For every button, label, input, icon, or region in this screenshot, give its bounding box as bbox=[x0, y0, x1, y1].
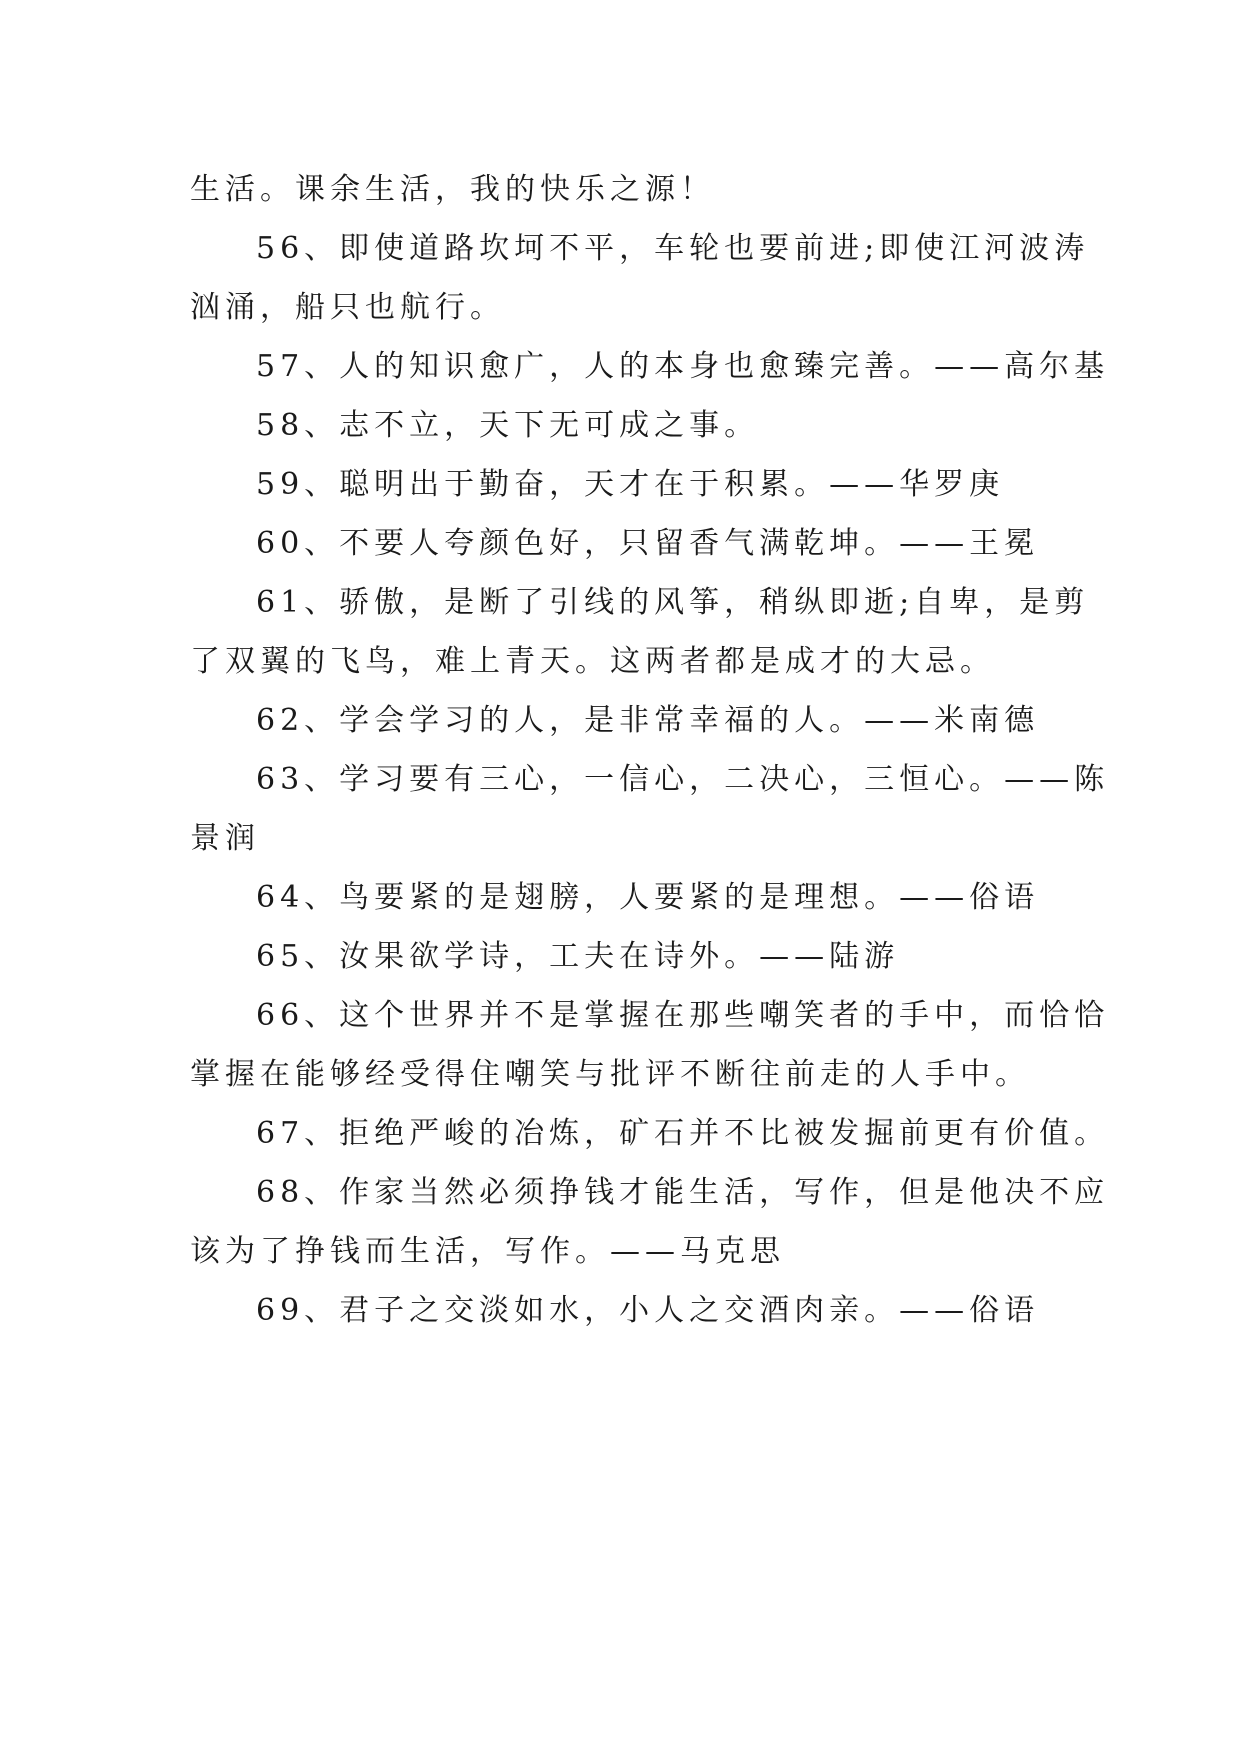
text-line: 59、聪明出于勤奋，天才在于积累。——华罗庚 bbox=[256, 467, 1005, 502]
text-line: 汹涌，船只也航行。 bbox=[190, 290, 505, 325]
text-line: 69、君子之交淡如水，小人之交酒肉亲。——俗语 bbox=[256, 1293, 1040, 1328]
text-line: 60、不要人夸颜色好，只留香气满乾坤。——王冕 bbox=[256, 526, 1040, 561]
text-line: 58、志不立，天下无可成之事。 bbox=[256, 408, 760, 443]
quote-68 bbox=[190, 1163, 1110, 1281]
text-line: 了双翼的飞鸟，难上青天。这两者都是成才的大忌。 bbox=[190, 644, 995, 679]
text-line: 63、学习要有三心，一信心，二决心，三恒心。——陈 bbox=[256, 762, 1110, 797]
quote-64 bbox=[190, 868, 1070, 927]
text-line: 62、学会学习的人，是非常幸福的人。——米南德 bbox=[256, 703, 1040, 738]
quote-56 bbox=[190, 219, 1090, 337]
text-line: 61、骄傲，是断了引线的风筝，稍纵即逝;自卑，是剪 bbox=[256, 585, 1090, 620]
quote-69 bbox=[190, 1281, 1070, 1340]
quote-58 bbox=[190, 396, 1070, 455]
text-line: 68、作家当然必须挣钱才能生活，写作，但是他决不应 bbox=[256, 1175, 1110, 1210]
quote-65 bbox=[190, 927, 1070, 986]
quote-66 bbox=[190, 986, 1110, 1104]
text-line: 67、拒绝严峻的冶炼，矿石并不比被发掘前更有价值。 bbox=[256, 1116, 1110, 1151]
text-line: 64、鸟要紧的是翅膀，人要紧的是理想。——俗语 bbox=[256, 880, 1040, 915]
text-line: 生活。课余生活，我的快乐之源！ bbox=[190, 172, 715, 207]
paragraph-continuation bbox=[190, 160, 1070, 219]
quote-62 bbox=[190, 691, 1070, 750]
quote-60 bbox=[190, 514, 1070, 573]
quote-57 bbox=[190, 337, 1110, 396]
text-line: 57、人的知识愈广，人的本身也愈臻完善。——高尔基 bbox=[256, 349, 1110, 384]
quote-59 bbox=[190, 455, 1070, 514]
text-line: 掌握在能够经受得住嘲笑与批评不断往前走的人手中。 bbox=[190, 1057, 1030, 1092]
quote-67 bbox=[190, 1104, 1110, 1163]
quote-63 bbox=[190, 750, 1110, 868]
text-line: 该为了挣钱而生活，写作。——马克思 bbox=[190, 1234, 785, 1269]
text-line: 66、这个世界并不是掌握在那些嘲笑者的手中，而恰恰 bbox=[256, 998, 1110, 1033]
text-line: 65、汝果欲学诗，工夫在诗外。——陆游 bbox=[256, 939, 900, 974]
text-line: 景润 bbox=[190, 821, 260, 856]
document-body bbox=[190, 160, 1110, 1340]
text-line: 56、即使道路坎坷不平，车轮也要前进;即使江河波涛 bbox=[256, 231, 1090, 266]
quote-61 bbox=[190, 573, 1090, 691]
